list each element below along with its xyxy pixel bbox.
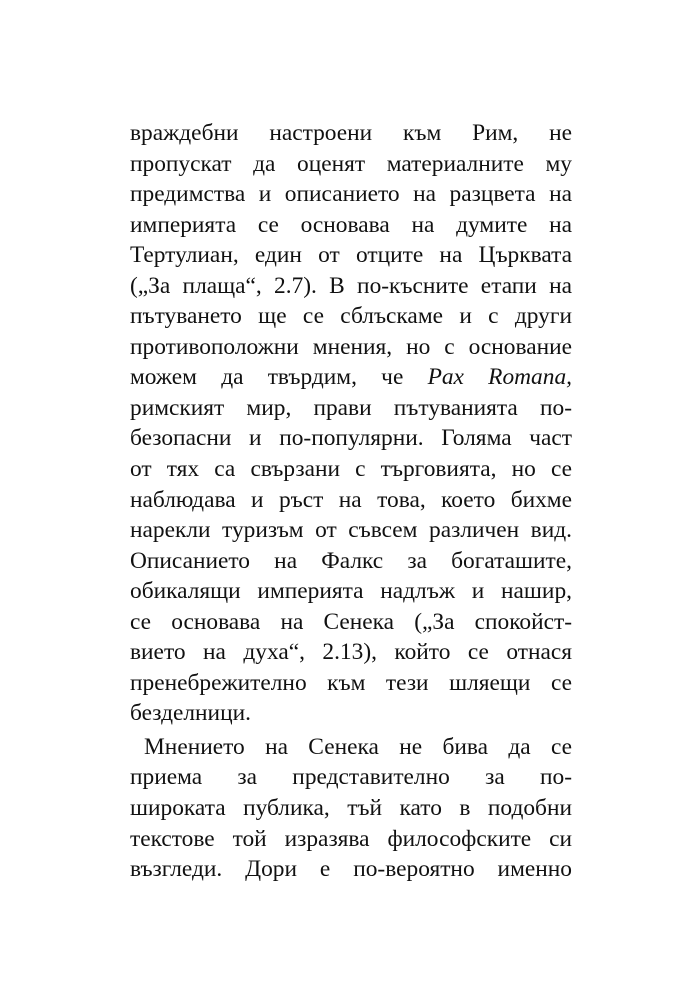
text-line: възгледи. Дори е по-вероятно именно bbox=[130, 856, 572, 883]
text-line: безопасни и по-популярни. Голяма част bbox=[130, 425, 572, 452]
paragraph-2 bbox=[130, 732, 572, 885]
text-line: пренебрежително към тези шляещи се bbox=[130, 669, 572, 696]
text-line: от тях са свързани с търговията, но се bbox=[130, 456, 572, 483]
text-line: („За плаща“, 2.7). В по-късните етапи на bbox=[130, 272, 572, 299]
text-line: предимства и описанието на разцвета на bbox=[130, 181, 572, 208]
italic-phrase: Pax Romana, bbox=[427, 364, 572, 391]
text-line: Мнението на Сенека не бива да се bbox=[144, 733, 572, 760]
text-line: пътуването ще се сблъскаме и с други bbox=[130, 303, 572, 330]
text-line: Описанието на Фалкс за богаташите, bbox=[130, 547, 572, 574]
paragraph-1 bbox=[130, 118, 572, 729]
text-line: широката публика, тъй като в подобни bbox=[130, 795, 572, 822]
text-line: текстове той изразява философските си bbox=[130, 825, 572, 852]
body-text bbox=[130, 118, 572, 885]
text-line: нарекли туризъм от съвсем различен вид. bbox=[130, 517, 572, 544]
text-line: римският мир, прави пътуванията по- bbox=[130, 394, 572, 421]
text-line: се основава на Сенека („За спокойст- bbox=[130, 608, 572, 635]
text-line: вието на духа“, 2.13), който се отнася bbox=[130, 639, 572, 666]
text-line: противоположни мнения, но с основание bbox=[130, 333, 572, 360]
text-line bbox=[130, 362, 572, 393]
text-line: Тертулиан, един от отците на Църквата bbox=[130, 242, 572, 269]
text-line: враждебни настроени към Рим, не bbox=[130, 120, 572, 146]
text-line: империята се основава на думите на bbox=[130, 211, 572, 238]
text-line: приема за представително за по- bbox=[130, 764, 572, 791]
text-line: наблюдава и ръст на това, което бихме bbox=[130, 486, 572, 513]
text-line: пропускат да оценят материалните му bbox=[130, 150, 572, 177]
text-segment: можем да твърдим, че bbox=[130, 364, 428, 391]
text-line: обикалящи империята надлъж и нашир, bbox=[130, 578, 572, 605]
text-line: безделници. bbox=[130, 700, 251, 727]
